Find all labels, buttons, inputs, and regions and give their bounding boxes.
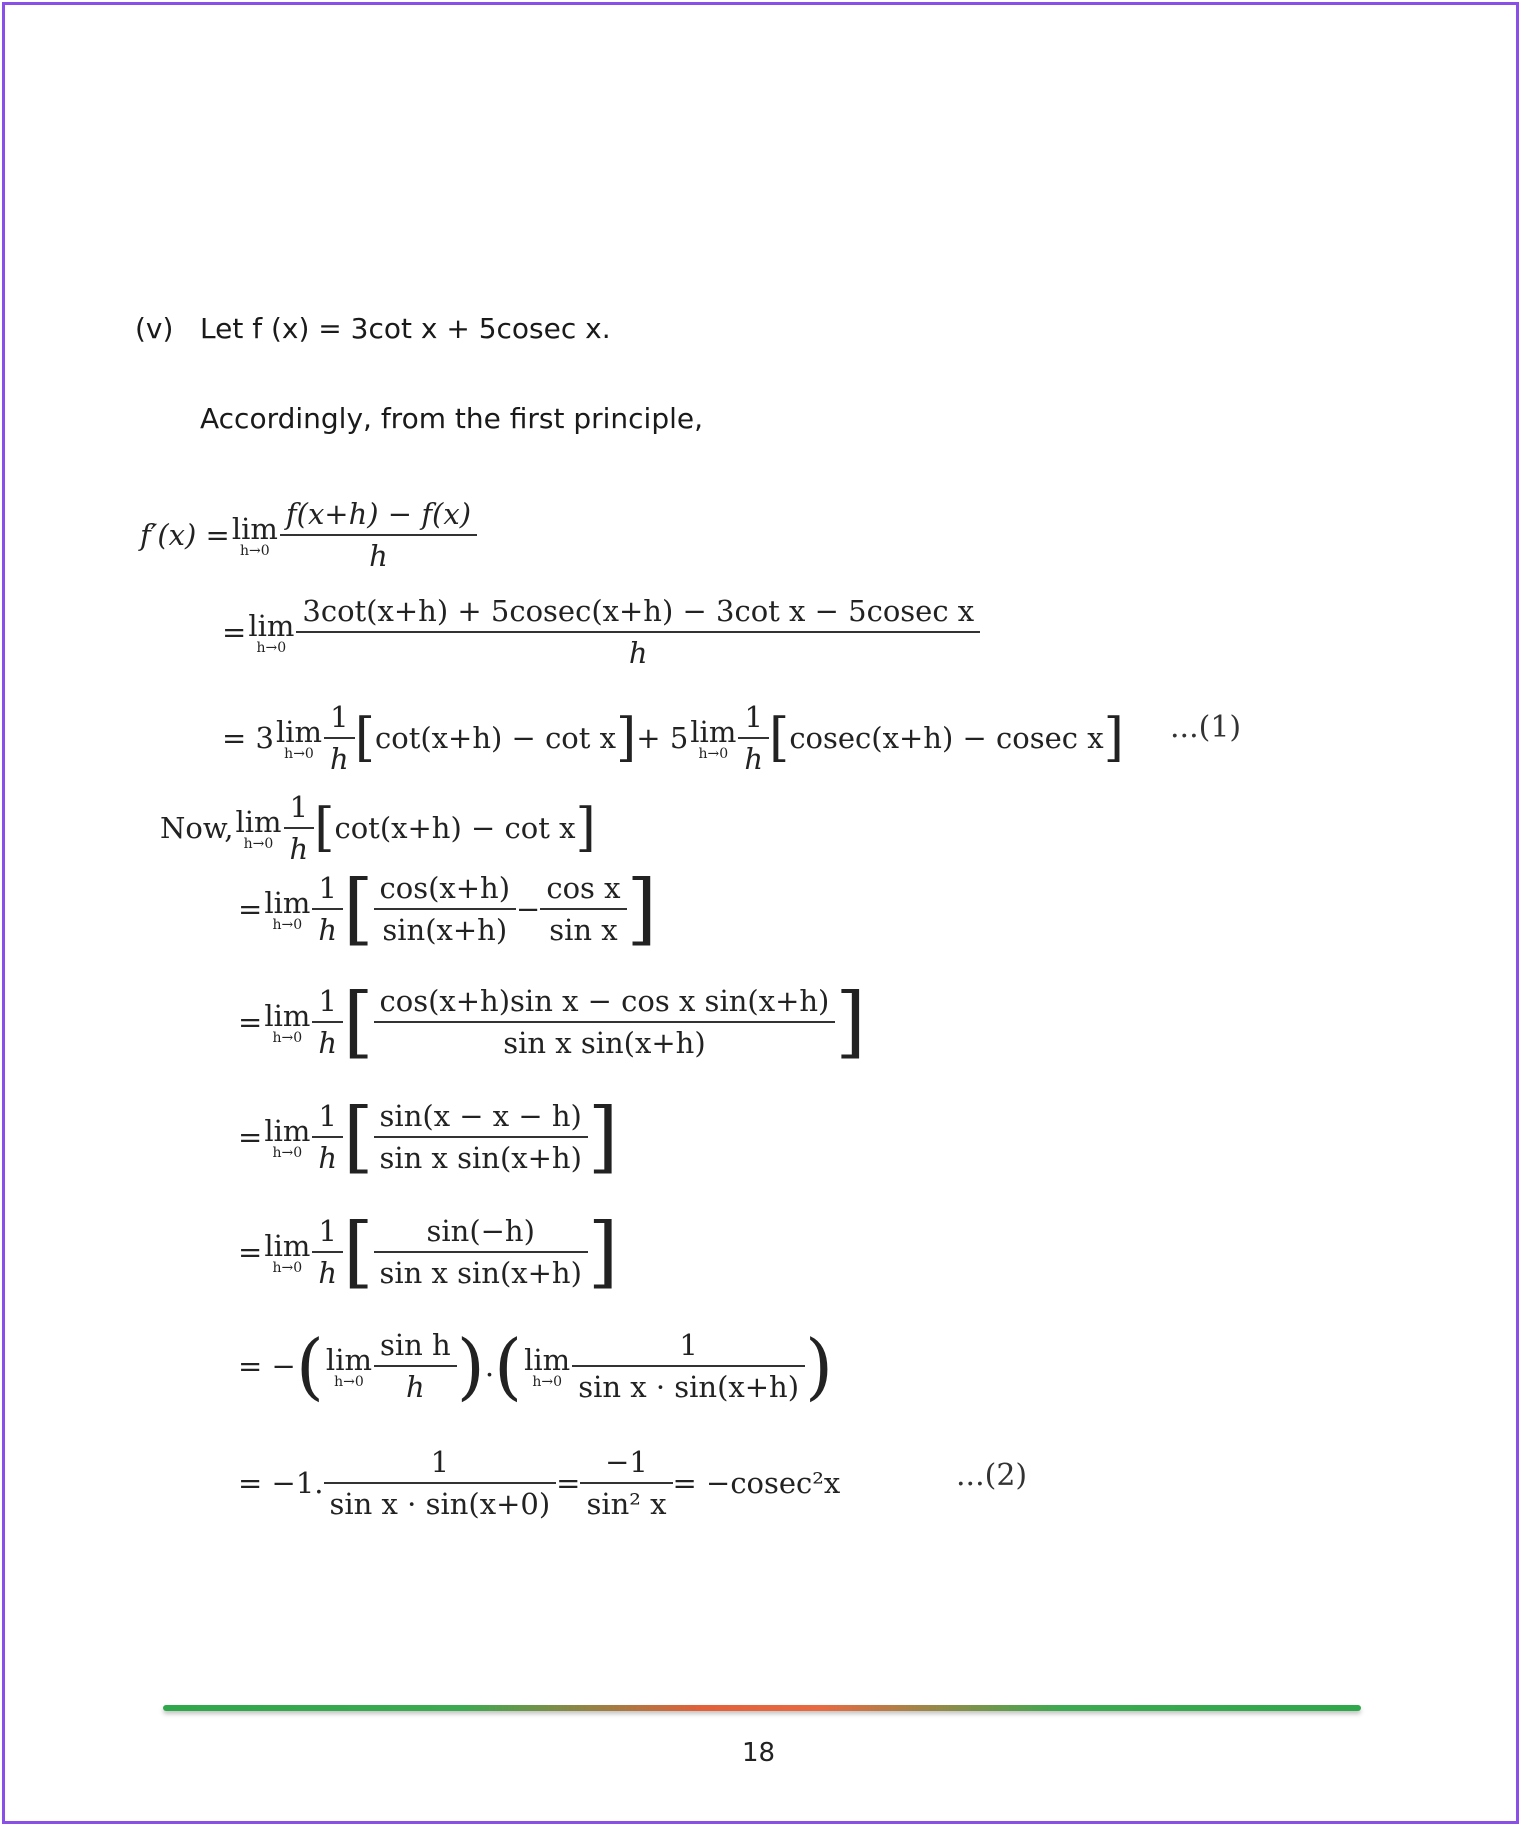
- derivative-definition: [140, 497, 477, 573]
- limit-operator: lim h→0: [248, 608, 295, 656]
- footer-divider: [163, 1705, 1361, 1711]
- limit-operator: lim h→0: [690, 714, 737, 762]
- page-frame: [2, 2, 1519, 1824]
- cot-step-result: = −1. $\frac{1}{\text{sin x · sin(x+0)}}$ = $\frac{-1}{\text{sin² x}}$ = −cosec²x: [238, 1445, 841, 1521]
- limit-operator: lim h→0: [231, 511, 278, 559]
- cot-step-quotients: = lim h→0 $\frac{1}{h}$ [ $\frac{\cos(x+h)}{\sin(x+h)}$ − $\frac{\text{cos x}}{\text{sin x}}$ ]: [238, 864, 657, 954]
- lhs: f′(x) =: [140, 518, 230, 552]
- limit-operator: lim h→0: [275, 714, 323, 762]
- part-label: (v): [135, 312, 174, 345]
- cot-limit-statement: Now, lim h→0 $\frac{1}{h}$ [ cot(x+h) − cot x ]: [160, 790, 596, 866]
- cot-step-product-of-limits: = − ( lim h→0 $\frac{\text{sin h}}{h}$ ) . ( lim h→0 $\frac{1}{\text{sin x · sin(x+h)}}$ ): [238, 1324, 834, 1408]
- difference-quotient: $\frac{f(x+h) - f(x)}{h}$: [283, 497, 474, 573]
- cot-step-sine-difference: = lim h→0 $\frac{1}{h}$ [ $\frac{\sin(x - x - h)}{\text{sin x sin(x+h)}}$ ]: [238, 1092, 619, 1182]
- expanded-quotient: $\frac{\text{3cot(x+h) + 5cosec(x+h) − 3cot x − 5cosec x}}{h}$: [299, 594, 977, 670]
- function-statement: Let f (x) = 3cot x + 5cosec x.: [200, 312, 611, 345]
- substitution-step: = lim h→0 $\frac{\text{3cot(x+h) + 5cosec(x+h) − 3cot x − 5cosec x}}{h}$: [222, 594, 980, 670]
- limit-operator: lim h→0: [264, 1113, 311, 1161]
- page-number: 18: [742, 1738, 776, 1768]
- equation-tag-2: ...(2): [956, 1458, 1028, 1493]
- limit-operator: lim h→0: [264, 885, 311, 933]
- cot-step-common-denominator: = lim h→0 $\frac{1}{h}$ [ $\frac{\text{cos(x+h)sin x − cos x sin(x+h)}}{\text{sin x sin(x+h)}}$ ]: [238, 977, 866, 1067]
- limit-operator: lim h→0: [524, 1342, 571, 1390]
- first-principle-intro: Accordingly, from the first principle,: [200, 402, 704, 435]
- limit-operator: lim h→0: [235, 804, 282, 852]
- split-limits-step: = 3 lim h→0 $\frac{1}{h}$ [ cot(x+h) − cot x ] + 5 lim h→0 $\frac{1}{h}$ [ cosec(x+h) − cosec x ]: [222, 700, 1124, 776]
- limit-operator: lim h→0: [325, 1342, 372, 1390]
- limit-operator: lim h→0: [264, 998, 311, 1046]
- limit-operator: lim h→0: [264, 1228, 311, 1276]
- equation-tag-1: ...(1): [1170, 710, 1242, 745]
- cot-step-simplified: = lim h→0 $\frac{1}{h}$ [ $\frac{\sin(-h)}{\text{sin x sin(x+h)}}$ ]: [238, 1207, 619, 1297]
